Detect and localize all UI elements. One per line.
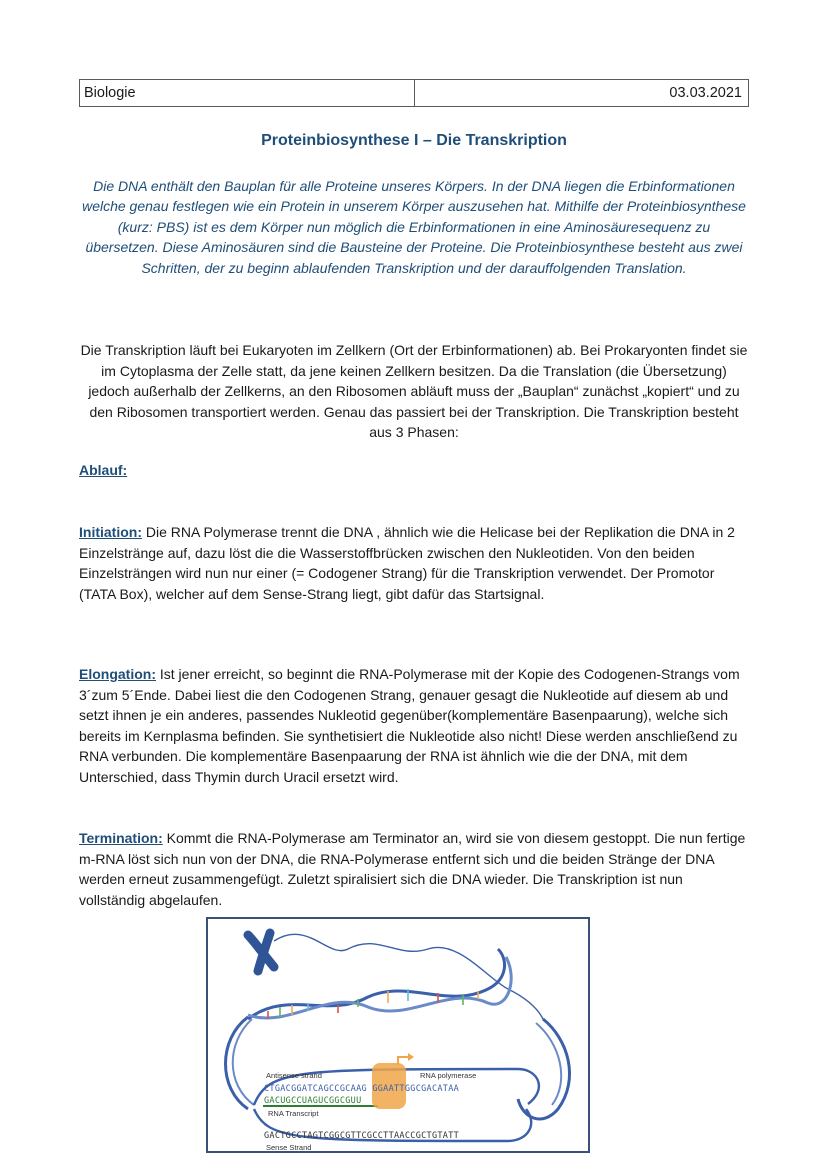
header-table bbox=[79, 79, 749, 107]
page-title: Proteinbiosynthese I – Die Transkription bbox=[261, 132, 567, 149]
transcription-figure bbox=[206, 917, 590, 1153]
intro-paragraph: Die DNA enthält den Bauplan für alle Proteine unseres Körpers. In der DNA liegen die Erbinformationen welche genau festlegen wie ein Protein in unserem Körper auszusehen hat. Mithilfe der Proteinbiosynthese (kurz: PBS) ist es dem Körper nun möglich die Erbinformationen in eine Aminosäuresequenz zu übersetzen. Diese Aminosäuren sind die Bausteine der Proteine. Die Proteinbiosynthese besteht aus zwei Schritten, der zu beginn ablaufenden Transkription und der darauffolgenden Translation. bbox=[82, 178, 746, 276]
date-cell: 03.03.2021 bbox=[669, 85, 742, 101]
sense-sequence: GACTGCCTAGTCGGCGTTCGCCTTAACCGCTGTATT bbox=[264, 1131, 460, 1141]
upper-dna-helix bbox=[248, 949, 511, 1019]
termination-paragraph bbox=[79, 828, 749, 910]
chromosome-icon bbox=[248, 933, 274, 971]
subject-cell: Biologie bbox=[80, 80, 415, 106]
antisense-sequence: CTGACGGATCAGCCGCAAG GGAATTGGCGACATAA bbox=[264, 1084, 460, 1094]
initiation-label: Initiation: bbox=[79, 524, 142, 540]
rna-sequence: GACUGCCUAGUCGGCGUU bbox=[264, 1096, 362, 1106]
sense-label: Sense Strand bbox=[266, 1143, 312, 1152]
elongation-text: Ist jener erreicht, so beginnt die RNA-Polymerase mit der Kopie des Codogenen-Strangs vom 3´zum 5´Ende. Dabei liest die den Codogenen Strang, genauer gesagt die Nukleotide auf diesem ab und setzt ihnen je ein anderes, passendes Nukleotid gegenüber(komplementäre Basenpaarung), welche sich bereits im Kernplasma befinden. Sie synthetisiert die Nukleotide also nicht! Diese werden anschließend zu RNA verbunden. Die komplementäre Basenpaarung der RNA ist ähnlich wie die der DNA, mit dem Unterschied, dass Thymin durch Uracil ersetzt wird. bbox=[79, 666, 740, 785]
polymerase-label: RNA polymerase bbox=[420, 1071, 477, 1080]
initiation-text: Die RNA Polymerase trennt die DNA , ähnlich wie die Helicase bei der Replikation die DNA in 2 Einzelstränge auf, dazu löst die die Wasserstoffbrücken zwischen den Nukleotiden. Von den beiden Einzelsträngen wird nun nur einer (= Codogener Strang) für die Transkription verwendet. Der Promotor (TATA Box), welcher auf dem Sense-Strang liegt, gibt dafür das Startsignal. bbox=[79, 524, 735, 602]
termination-label: Termination: bbox=[79, 830, 163, 846]
body-paragraph: Die Transkription läuft bei Eukaryoten im Zellkern (Ort der Erbinformationen) ab. Bei Prokaryonten findet sie im Cytoplasma der Zelle statt, da jene keinen Zellkern besitzen. Da die Translation (die Übersetzung) jedoch außerhalb der Zellkerns, an den Ribosomen abläuft muss der „Bauplan“ zunächst „kopiert“ und zu den Ribosomen transportiert werden. Genau das passiert bei der Transkription. Die Transkription besteht aus 3 Phasen: bbox=[80, 342, 748, 441]
termination-text: Kommt die RNA-Polymerase am Terminator an, wird sie von diesem gestoppt. Die nun fertige m-RNA löst sich nun von der DNA, die RNA-Polymerase entfernt sich und die beiden Stränge der DNA werden erneut zusammengefügt. Zuletzt spiralisiert sich die DNA wieder. Die Transkription ist nun vollständig abgelaufen. bbox=[79, 830, 746, 908]
dna-illustration bbox=[208, 919, 588, 1151]
elongation-label: Elongation: bbox=[79, 666, 156, 682]
rna-transcript-label: RNA Transcript bbox=[268, 1109, 319, 1118]
initiation-paragraph bbox=[79, 522, 749, 604]
rna-polymerase-shape bbox=[372, 1053, 414, 1109]
section-heading: Ablauf: bbox=[79, 462, 128, 478]
antisense-label: Antisense strand bbox=[266, 1071, 322, 1080]
elongation-paragraph bbox=[79, 664, 749, 788]
